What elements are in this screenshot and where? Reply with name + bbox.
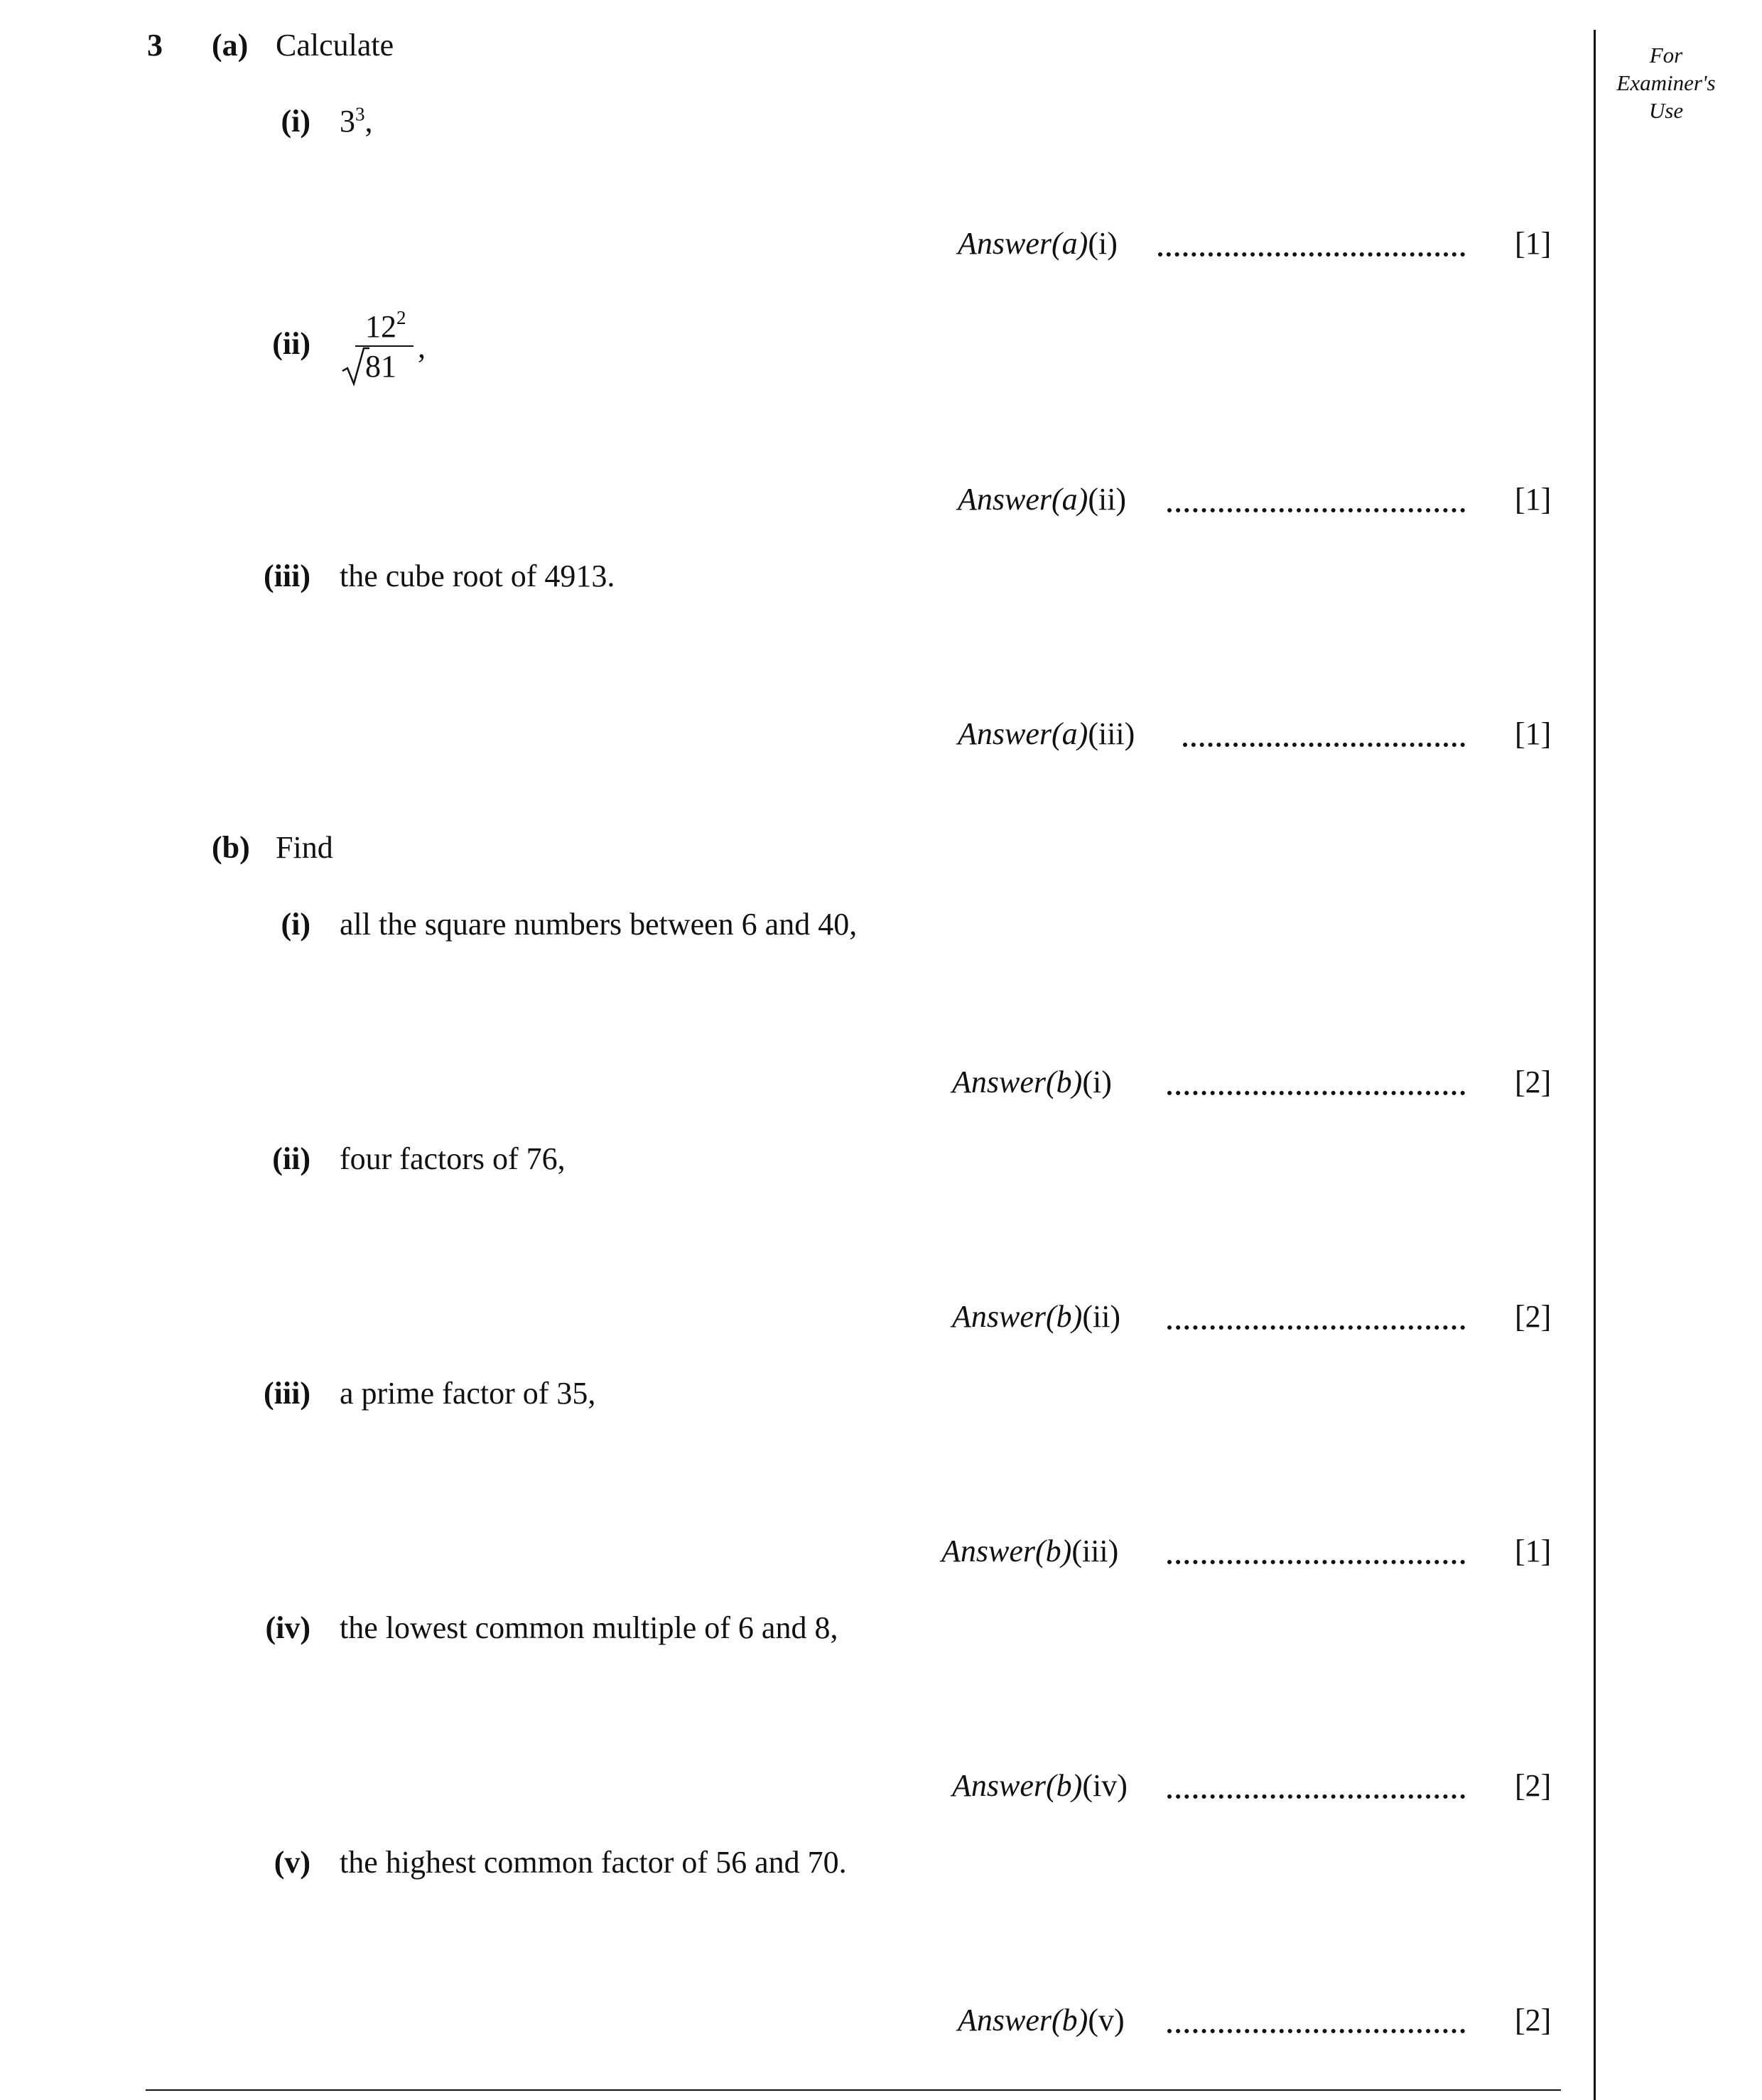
answer-b-iii-roman: (iii) [1071, 1534, 1119, 1568]
a-i-base: 3 [340, 104, 355, 139]
examiner-line-3: Use [1648, 98, 1684, 123]
part-b-label: (b) [212, 830, 250, 865]
a-iii-label: (iii) [264, 559, 310, 593]
answer-b-iv-roman: (iv) [1082, 1768, 1128, 1803]
answer-a-i-italic: Answer(a) [958, 226, 1088, 261]
b-ii-text: four factors of 76, [340, 1141, 566, 1176]
answer-b-iii-label [941, 1533, 1118, 1569]
answer-a-iii-line[interactable] [1183, 743, 1465, 747]
a-ii-comma: , [418, 330, 426, 365]
answer-b-v-italic: Answer(b) [958, 2003, 1088, 2037]
b-v-text: the highest common factor of 56 and 70. [340, 1845, 847, 1880]
a-i-label: (i) [281, 104, 310, 139]
b-i-label: (i) [281, 907, 310, 942]
answer-b-iv-line[interactable] [1167, 1794, 1465, 1799]
mark-a-ii: [1] [1515, 482, 1552, 517]
answer-a-ii-line[interactable] [1167, 508, 1465, 512]
answer-b-ii-italic: Answer(b) [952, 1299, 1083, 1334]
answer-b-iv-italic: Answer(b) [952, 1768, 1083, 1803]
answer-b-i-italic: Answer(b) [952, 1065, 1083, 1099]
mark-b-iv: [2] [1515, 1768, 1552, 1803]
question-number: 3 [147, 28, 163, 63]
answer-b-i-label [952, 1064, 1112, 1100]
part-a-instruction: Calculate [276, 28, 394, 63]
b-iii-label: (iii) [264, 1376, 310, 1411]
a-ii-numerator [365, 308, 406, 345]
answer-a-ii-label [958, 481, 1126, 517]
answer-a-i-line[interactable] [1158, 252, 1465, 257]
mark-a-iii: [1] [1515, 716, 1552, 751]
answer-a-i-roman: (i) [1088, 226, 1118, 261]
a-i-exponent: 3 [355, 103, 365, 125]
answer-b-v-label [958, 2002, 1125, 2038]
answer-a-ii-italic: Answer(a) [958, 482, 1088, 517]
a-i-comma: , [364, 104, 373, 139]
answer-b-ii-label [952, 1298, 1120, 1335]
mark-b-v: [2] [1515, 2003, 1552, 2037]
a-ii-denominator: 81 [365, 349, 396, 384]
part-a-label: (a) [212, 28, 249, 63]
a-ii-numerator-base: 12 [365, 309, 396, 344]
b-iv-label: (iv) [265, 1610, 310, 1645]
mark-b-iii: [1] [1515, 1534, 1552, 1568]
examiner-line-1: For [1649, 43, 1683, 68]
b-iv-text: the lowest common multiple of 6 and 8, [340, 1610, 838, 1645]
examiner-margin-line [1594, 30, 1596, 2100]
answer-a-ii-roman: (ii) [1088, 482, 1127, 517]
answer-b-i-line[interactable] [1167, 1091, 1465, 1095]
mark-b-ii: [2] [1515, 1299, 1552, 1334]
b-v-label: (v) [274, 1845, 310, 1880]
answer-b-v-line[interactable] [1167, 2029, 1465, 2033]
a-iii-text: the cube root of 4913. [340, 559, 615, 593]
part-b-instruction: Find [276, 830, 333, 865]
answer-a-iii-roman: (iii) [1088, 716, 1135, 751]
examiner-use-box [1602, 41, 1730, 124]
answer-b-ii-roman: (ii) [1082, 1299, 1121, 1334]
b-iii-text: a prime factor of 35, [340, 1376, 596, 1411]
answer-a-iii-italic: Answer(a) [958, 716, 1088, 751]
mark-a-i: [1] [1515, 226, 1552, 261]
b-i-text: all the square numbers between 6 and 40, [340, 907, 858, 942]
examiner-line-2: Examiner's [1616, 70, 1716, 95]
answer-b-iv-label [952, 1767, 1128, 1804]
answer-b-i-roman: (i) [1082, 1065, 1112, 1099]
b-ii-label: (ii) [272, 1141, 310, 1176]
answer-a-iii-label [958, 716, 1135, 752]
answer-a-i-label [958, 225, 1118, 262]
answer-b-iii-line[interactable] [1167, 1560, 1465, 1564]
mark-b-i: [2] [1515, 1065, 1552, 1099]
a-i-expression [340, 103, 373, 139]
bottom-rule [146, 2089, 1561, 2091]
a-ii-label: (ii) [272, 326, 310, 361]
a-ii-numerator-exponent: 2 [396, 307, 406, 329]
answer-b-ii-line[interactable] [1167, 1325, 1465, 1330]
answer-b-v-roman: (v) [1088, 2003, 1125, 2037]
answer-b-iii-italic: Answer(b) [941, 1534, 1072, 1568]
